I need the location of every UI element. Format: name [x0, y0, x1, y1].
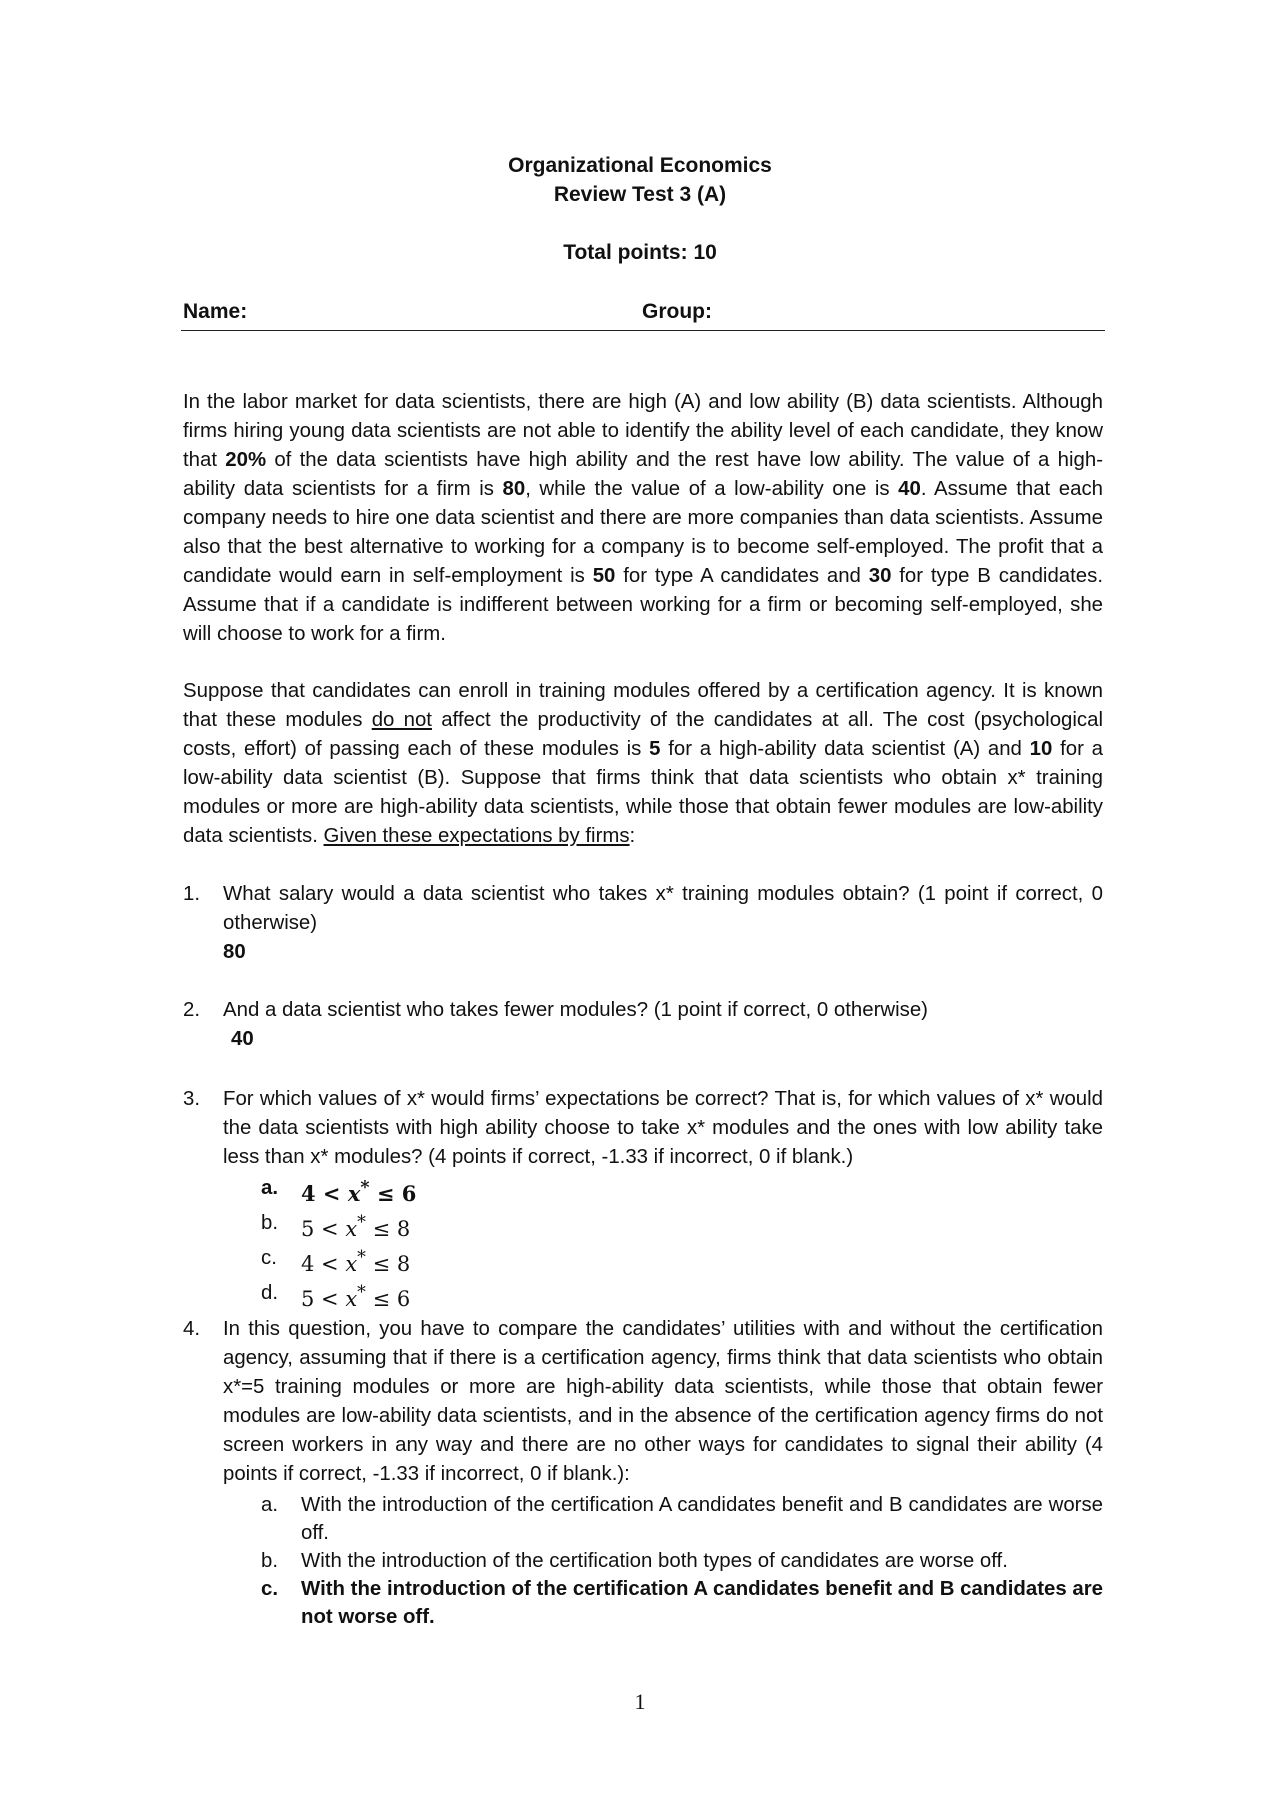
option-c: c. With the introduction of the certification A candidates benefit and B candidates are not worse off. [261, 1578, 1103, 1628]
name-group-row [181, 300, 1105, 331]
question-text: For which values of x* would firms’ expectations be correct? That is, for which values of x* would the data scientists with high ability choose to take x* modules and the ones with low ability take less than x* modules? (4 points if correct, -1.33 if incorrect, 0 if blank.) [223, 1088, 1103, 1168]
question-number: 1. [183, 883, 201, 905]
question-1 [183, 880, 1103, 967]
total-points: Total points: 10 [563, 241, 717, 264]
group-label: Group: [642, 300, 712, 323]
page-number: 1 [634, 1689, 646, 1714]
answer: 80 [223, 941, 246, 963]
question-text: What salary would a data scientist who takes x* training modules obtain? (1 point if correct, 0 otherwise) [223, 883, 1103, 934]
intro-paragraph-1: In the labor market for data scientists, there are high (A) and low ability (B) data scientists. Although firms hiring young data scientists are not able to identify the ability level of each candidate, they know that 20% of the data scientists have high ability and the rest have low ability. The value of a high-ability data scientists for a firm is 80, while the value of a low-ability one is 40. Assume that each company needs to hire one data scientist and there are more companies than data scientists. Assume also that the best alternative to working for a company is to become self-employed. The profit that a candidate would earn in self-employment is 50 for type A candidates and 30 for type B candidates. Assume that if a candidate is indifferent between working for a firm or becoming self-employed, she will choose to work for a firm. [183, 391, 1103, 645]
option-a: a. 4 < x* ≤ 6 [261, 1177, 417, 1206]
option-c: c. 4 < x* ≤ 8 [261, 1247, 411, 1276]
question-number: 3. [183, 1088, 201, 1110]
course-title: Organizational Economics [508, 154, 772, 177]
question-number: 2. [183, 999, 201, 1021]
question-3 [183, 1085, 1103, 1314]
option-b: b. With the introduction of the certification both types of candidates are worse off. [261, 1550, 1008, 1572]
question-number: 4. [183, 1318, 201, 1340]
question-2 [183, 996, 1103, 1054]
options-list [223, 1174, 1103, 1314]
options-list [223, 1491, 1103, 1631]
question-4 [183, 1315, 1103, 1631]
intro-paragraph-2: Suppose that candidates can enroll in training modules offered by a certification agency. It is known that these modules do not affect the productivity of the candidates at all. The cost (psychological costs, effort) of passing each of these modules is 5 for a high-ability data scientist (A) and 10 for a low-ability data scientist (B). Suppose that firms think that data scientists who obtain x* training modules or more are high-ability data scientists, while those that obtain fewer modules are low-ability data scientists. Given these expectations by firms: [183, 680, 1103, 847]
option-a: a. With the introduction of the certification A candidates benefit and B candidates are worse off. [261, 1494, 1103, 1544]
question-text: And a data scientist who takes fewer modules? (1 point if correct, 0 otherwise) [223, 999, 928, 1021]
answer: 40 [231, 1028, 254, 1050]
name-label: Name: [183, 300, 248, 323]
test-subtitle: Review Test 3 (A) [553, 183, 727, 206]
question-text: In this question, you have to compare the candidates’ utilities with and without the certification agency, assuming that if there is a certification agency, firms think that data scientists who obtain x*=5 training modules or more are high-ability data scientists, while those that obtain fewer modules are low-ability data scientists, and in the absence of the certification agency firms do not screen workers in any way and there are no other ways for candidates to signal their ability (4 points if correct, -1.33 if incorrect, 0 if blank.): [223, 1318, 1103, 1485]
option-d: d. 5 < x* ≤ 6 [261, 1282, 411, 1311]
option-b: b. 5 < x* ≤ 8 [261, 1212, 411, 1241]
